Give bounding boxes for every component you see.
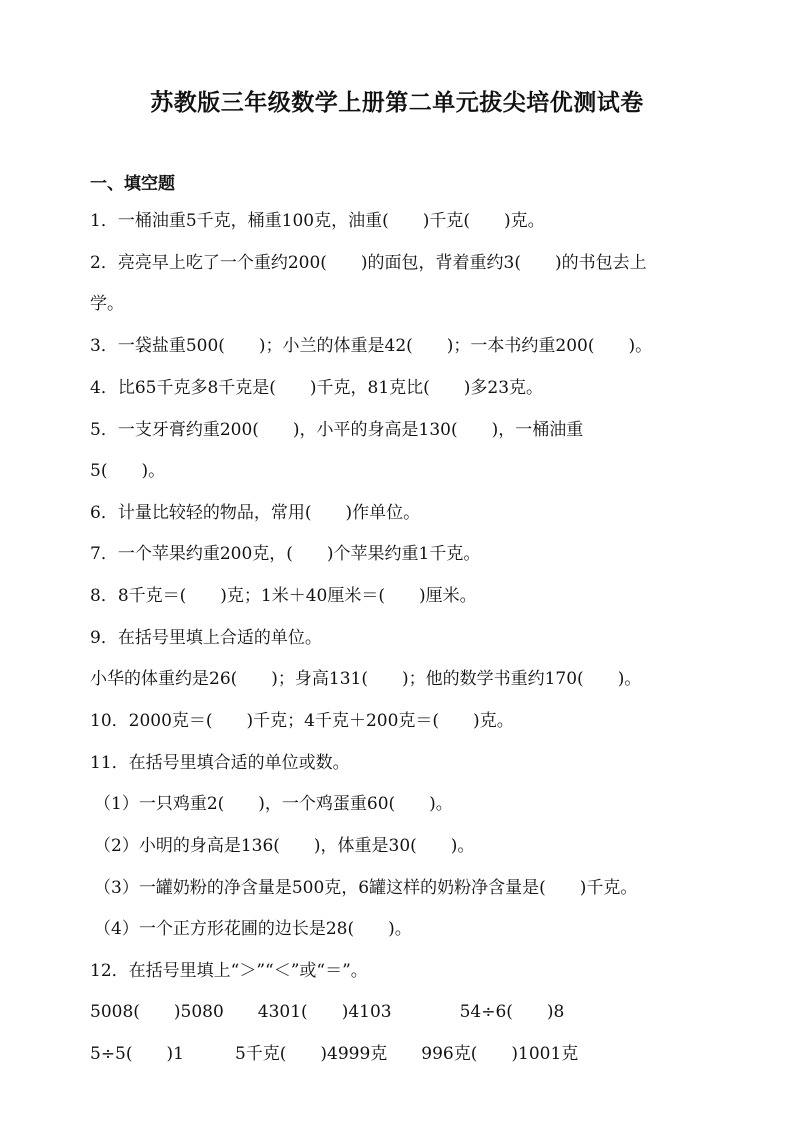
question-3: 3．一袋盐重500( )；小兰的体重是42( )；一本书约重200( )。 [90, 336, 653, 356]
question-9-content: 小华的体重约是26( )；身高131( )；他的数学书重约170( )。 [90, 669, 642, 689]
question-4: 4．比65千克多8千克是( )千克，81克比( )多23克。 [90, 378, 544, 398]
question-11-part-1: （1）一只鸡重2( )，一个鸡蛋重60( )。 [94, 794, 453, 814]
question-2: 2．亮亮早上吃了一个重约200( )的面包，背着重约3( )的书包去上 [90, 253, 647, 273]
question-11-part-3: （3）一罐奶粉的净含量是500克，6罐这样的奶粉净含量是( )千克。 [94, 878, 638, 898]
question-6: 6．计量比较轻的物品，常用( )作单位。 [90, 503, 421, 523]
question-5: 5．一支牙膏约重200( )，小平的身高是130( )，一桶油重 [90, 420, 584, 440]
question-11: 11．在括号里填合适的单位或数。 [90, 753, 350, 773]
question-7: 7．一个苹果约重200克，( )个苹果约重1千克。 [90, 544, 481, 564]
question-2-continued: 学。 [90, 294, 124, 314]
question-9: 9．在括号里填上合适的单位。 [90, 628, 322, 648]
question-12: 12．在括号里填上“＞”“＜”或“＝”。 [90, 961, 368, 981]
section-heading: 一、填空题 [90, 174, 175, 194]
question-11-part-4: （4）一个正方形花圃的边长是28( )。 [94, 919, 412, 939]
question-1: 1．一桶油重5千克，桶重100克，油重( )千克( )克。 [90, 211, 545, 231]
question-12-row-1: 5008( )5080 4301( )4103 54÷6( )8 [90, 1002, 565, 1022]
question-8: 8．8千克＝( )克；1米＋40厘米＝( )厘米。 [90, 586, 477, 606]
document-title: 苏教版三年级数学上册第二单元拔尖培优测试卷 [150, 89, 644, 116]
question-11-part-2: （2）小明的身高是136( )，体重是30( )。 [94, 836, 475, 856]
question-12-row-2: 5÷5( )1 5千克( )4999克 996克( )1001克 [90, 1044, 579, 1064]
question-5-continued: 5( )。 [90, 461, 166, 481]
question-10: 10．2000克＝( )千克；4千克＋200克＝( )克。 [90, 711, 514, 731]
